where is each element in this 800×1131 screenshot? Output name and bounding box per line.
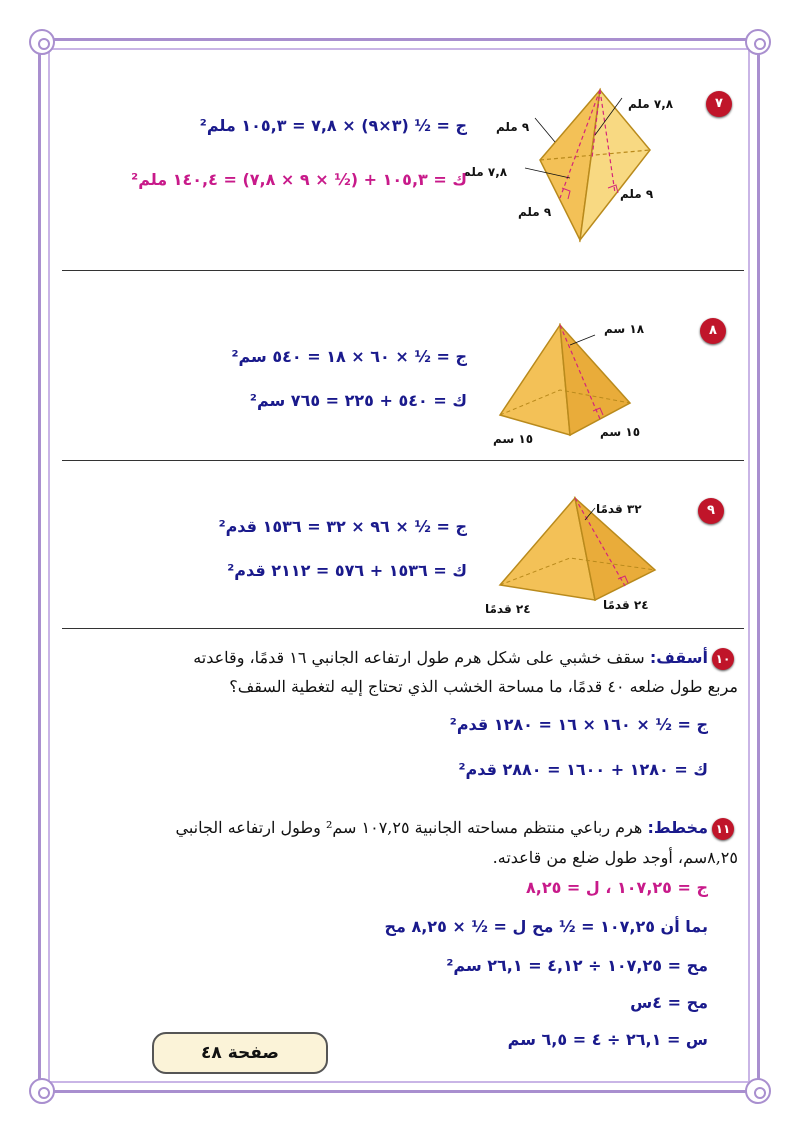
page-number-box: صفحة ٤٨ [152,1032,328,1074]
problem-7-badge: ٧ [706,91,732,117]
label-slant-height: ١٨ سم [604,322,645,336]
problem-9-badge: ٩ [698,498,724,524]
problem-10-badge: ١٠ [712,648,734,670]
corner-ornament-bottom-left [29,1078,55,1104]
problem-10-text [88,643,708,672]
label-edge-bottom-right: ٩ ملم [620,187,654,201]
problem-7-lateral-area: ج = ½ (٣×٩) × ٧,٨ = ١٠٥,٣ ملم² [199,116,467,135]
problem-11-side-length: س = ٢٦,١ ÷ ٤ = ٦,٥ سم [507,1030,708,1049]
problem-10-lateral-area: ج = ½ × ١٦٠ × ١٦ = ١٢٨٠ قدم² [449,715,708,734]
label-slant-height-top: ٧,٨ ملم [628,97,674,111]
problem-11-keyword: مخطط: [647,818,708,837]
divider-2 [62,460,744,461]
label-base-right: ١٥ سم [600,425,641,439]
label-slant-height: ٣٢ قدمًا [596,502,642,516]
label-edge-top: ٩ ملم [496,120,530,134]
problem-11-text [88,813,708,842]
problem-9-lateral-area: ج = ½ × ٩٦ × ٣٢ = ١٥٣٦ قدم² [218,517,467,536]
problem-11-given: ج = ١٠٧,٢٥ ، ل = ٨,٢٥ [525,878,708,897]
problem-11-line-1: هرم رباعي منتظم مساحته الجانبية ١٠٧,٢٥ سم² وطول ارتفاعه الجانبي [175,818,643,837]
label-base-left: ١٥ سم [493,432,534,446]
problem-11-line-2: ٨,٢٥سم، أوجد طول ضلع من قاعدته. [492,848,738,867]
problem-10-line-1: سقف خشبي على شكل هرم طول ارتفاعه الجانبي ١٦ قدمًا، وقاعدته [193,648,645,667]
problem-8-surface-area: ك = ٥٤٠ + ٢٢٥ = ٧٦٥ سم² [249,391,467,410]
label-base-right: ٢٤ قدمًا [603,598,649,612]
problem-10-keyword: أسقف: [649,648,708,667]
problem-10-surface-area: ك = ١٢٨٠ + ١٦٠٠ = ٢٨٨٠ قدم² [458,760,708,779]
problem-11-perimeter: مح = ١٠٧,٢٥ ÷ ٤,١٢ = ٢٦,١ سم² [446,956,708,975]
corner-ornament-top-right [745,29,771,55]
corner-ornament-bottom-right [745,1078,771,1104]
problem-8-lateral-area: ج = ½ × ٦٠ × ١٨ = ٥٤٠ سم² [231,347,467,366]
problem-11-badge: ١١ [712,818,734,840]
divider-3 [62,628,744,629]
problem-10-line-2: مربع طول ضلعه ٤٠ قدمًا، ما مساحة الخشب الذي تحتاج إليه لتغطية السقف؟ [229,677,738,696]
divider-1 [62,270,744,271]
label-slant-height-left: ٧,٨ ملم [462,165,508,179]
problem-7-surface-area: ك = ١٠٥,٣ + (½ × ٩ × ٧,٨) = ١٤٠,٤ ملم² [131,170,467,189]
label-edge-bottom-left: ٩ ملم [518,205,552,219]
problem-8-badge: ٨ [700,318,726,344]
label-base-left: ٢٤ قدمًا [485,602,531,616]
problem-9-surface-area: ك = ١٥٣٦ + ٥٧٦ = ٢١١٢ قدم² [227,561,467,580]
corner-ornament-top-left [29,29,55,55]
problem-11-perimeter-relation: مح = ٤س [630,993,708,1012]
problem-11-formula: بما أن ١٠٧,٢٥ = ½ مح ل = ½ × ٨,٢٥ مح [384,917,708,936]
